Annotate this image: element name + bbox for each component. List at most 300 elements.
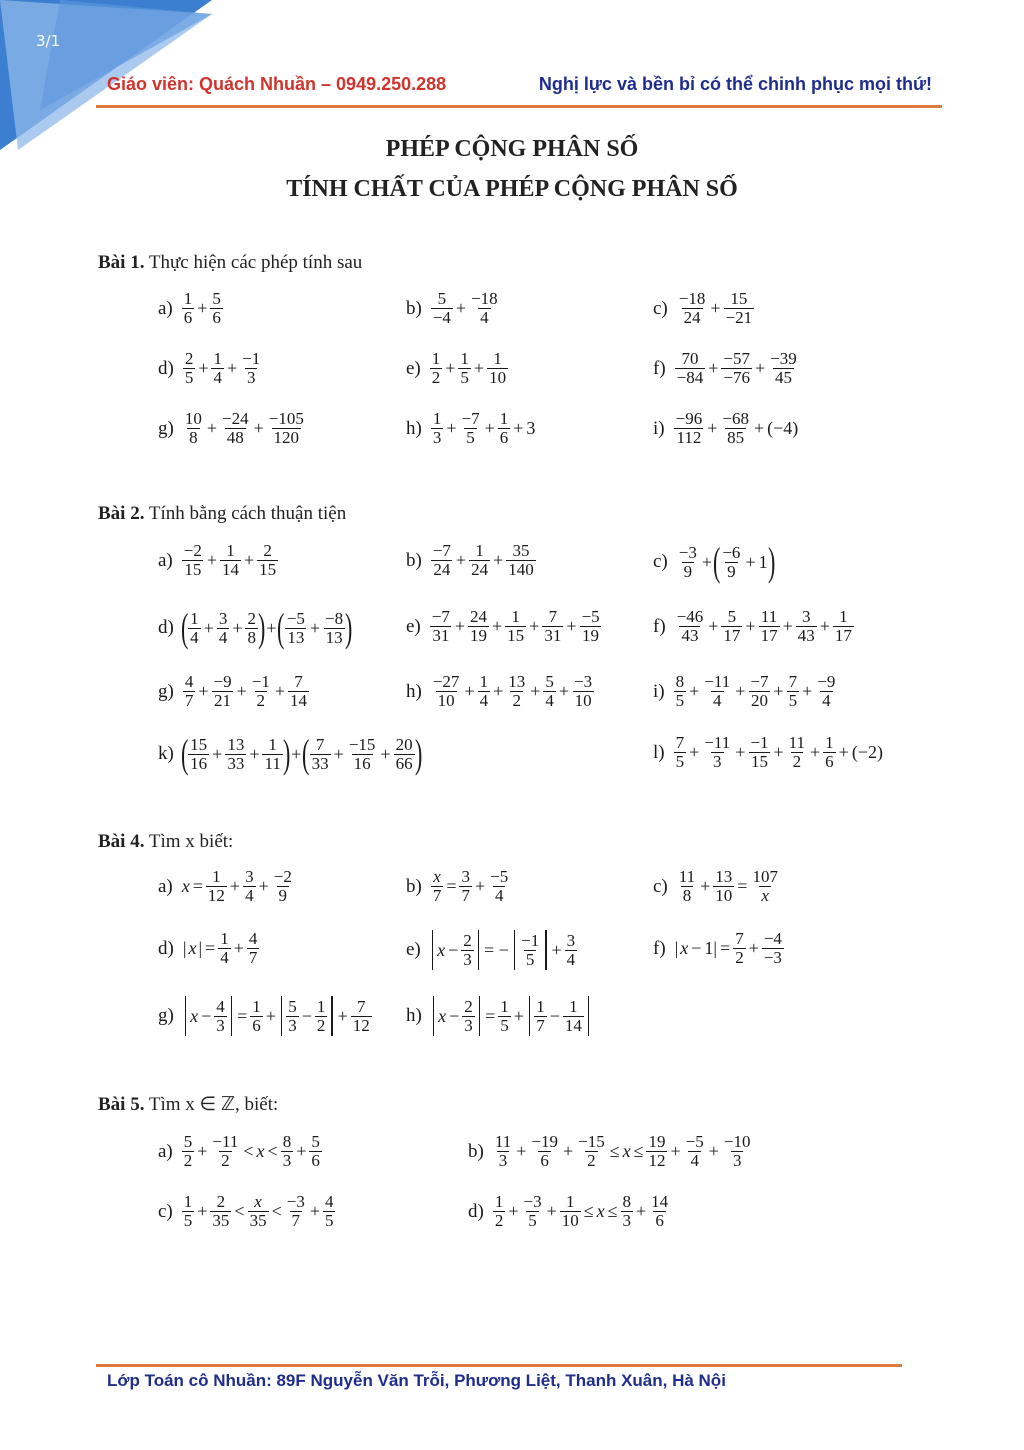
fraction: [188, 736, 209, 773]
problem-bai4-d: [158, 930, 260, 967]
denominator: 2: [256, 691, 266, 710]
operator: +: [707, 418, 718, 438]
problem-label: h): [406, 417, 422, 439]
fraction: [430, 608, 452, 645]
problem-label: k): [158, 743, 174, 764]
denominator: 15: [259, 560, 277, 579]
operator: +: [197, 1201, 208, 1221]
fraction: [211, 350, 224, 387]
numerator: −8: [325, 608, 344, 628]
numerator: 1: [183, 1192, 193, 1211]
denominator: 31: [432, 626, 450, 645]
fraction: [459, 868, 472, 905]
problem-label: i): [653, 680, 665, 702]
denominator: 35: [212, 1211, 230, 1230]
denominator: 4: [480, 308, 489, 327]
problem-bai2-e: [406, 608, 603, 645]
fraction: [478, 673, 491, 710]
fraction: [563, 998, 584, 1035]
problem-label: f): [653, 357, 666, 379]
numerator: 4: [216, 996, 225, 1016]
denominator: 4: [566, 949, 576, 969]
denominator: 6: [499, 428, 509, 447]
problem-bai5-d: [468, 1193, 671, 1230]
fraction: [323, 1193, 336, 1230]
numerator: 15: [730, 289, 748, 308]
denominator: 3: [713, 752, 722, 771]
problem-bai4-c: [653, 868, 781, 905]
paren-left: (: [180, 731, 189, 776]
denominator: 8: [682, 886, 692, 905]
fraction: [748, 734, 770, 771]
denominator: 12: [352, 1015, 370, 1035]
numerator: 2: [464, 996, 473, 1016]
operator: +: [773, 681, 784, 701]
numerator: −3: [678, 542, 697, 562]
fraction: [220, 410, 251, 447]
operator: +: [274, 681, 285, 701]
problem-bai2-k: [158, 731, 422, 776]
problem-bai5-b: [468, 1133, 753, 1170]
numerator: 1: [536, 996, 545, 1016]
operator: +: [513, 418, 524, 438]
fraction: [720, 544, 742, 581]
numerator: −1: [750, 733, 769, 752]
operator: ≤: [583, 1201, 594, 1221]
numerator: 4: [324, 1192, 334, 1211]
numerator: 35: [512, 541, 530, 560]
numerator: −7: [461, 409, 480, 428]
numerator: 5: [212, 289, 221, 308]
operator: +: [455, 298, 467, 318]
operator: +: [493, 681, 504, 701]
numerator: 1: [565, 1192, 575, 1211]
denominator: 3: [463, 949, 472, 969]
fraction: [210, 1133, 240, 1170]
fraction: [182, 1133, 195, 1170]
denominator: 10: [489, 368, 507, 387]
problem-label: d): [158, 617, 174, 638]
operator: +: [701, 551, 713, 572]
fraction: [493, 1193, 506, 1230]
fraction: [505, 608, 526, 645]
denominator: 15: [507, 626, 525, 645]
denominator: 17: [723, 626, 741, 645]
problem-bai4-f: [653, 930, 785, 967]
operator: = −: [484, 939, 509, 960]
fraction: [250, 673, 272, 710]
denominator: 112: [676, 428, 702, 447]
operator: +: [753, 418, 765, 438]
numerator: 2: [216, 1192, 226, 1211]
abs-bar: [331, 996, 332, 1036]
numerator: 5: [727, 607, 737, 626]
denominator: 6: [311, 1151, 320, 1170]
denominator: 5: [528, 1211, 537, 1230]
denominator: 5: [184, 368, 194, 387]
numerator: 13: [227, 734, 245, 754]
numerator: −10: [723, 1132, 751, 1151]
numerator: 24: [470, 607, 488, 626]
paren-right: ): [345, 605, 353, 650]
fraction: [543, 673, 556, 710]
operator: +: [474, 876, 486, 896]
operator: +: [670, 1141, 681, 1161]
operator: +: [337, 1005, 348, 1026]
denominator: 17: [834, 626, 852, 645]
operator: +: [197, 1141, 208, 1161]
numerator: 1: [213, 349, 222, 368]
problem-bai4-e: [406, 930, 578, 970]
fraction: [281, 1133, 294, 1170]
denominator: 24: [471, 560, 489, 579]
fraction: [458, 350, 471, 387]
numerator: −2: [183, 541, 202, 560]
denominator: 2: [316, 1015, 326, 1035]
numerator: −11: [212, 1132, 239, 1151]
denominator: 4: [494, 886, 504, 905]
fraction: [214, 998, 227, 1035]
numerator: 2: [184, 349, 194, 368]
problem-label: f): [653, 615, 666, 637]
problem-label: c): [653, 297, 668, 319]
fraction: [713, 868, 734, 905]
operator: +: [513, 1005, 524, 1026]
denominator: 16: [190, 753, 208, 773]
operator: +: [551, 939, 562, 960]
denominator: 10: [574, 691, 592, 710]
denominator: 5: [183, 1211, 193, 1230]
fraction: [188, 610, 201, 647]
problem-bai1-d: [158, 350, 263, 387]
problem-label: e): [406, 939, 421, 960]
numerator: 3: [461, 867, 470, 886]
fraction: [576, 1133, 607, 1170]
denominator: 43: [681, 626, 699, 645]
fraction: [560, 1193, 581, 1230]
numerator: 5: [183, 1132, 193, 1151]
variable: x: [190, 1005, 199, 1026]
numerator: −15: [348, 734, 376, 754]
denominator: 10: [437, 691, 455, 710]
operator: +: [454, 616, 466, 636]
operator: +: [819, 616, 830, 636]
section-heading-bai-5: Bài 5. Tìm x ∈ ℤ, biết:: [98, 1094, 279, 1115]
denominator: 19: [470, 626, 488, 645]
operator: =: [737, 876, 748, 896]
numerator: −27: [432, 672, 460, 691]
fraction: [498, 410, 511, 447]
numerator: −7: [432, 541, 451, 560]
fraction: [674, 410, 705, 447]
operator: +: [380, 743, 391, 764]
denominator: 3: [432, 428, 442, 447]
problem-bai4-b: [406, 868, 511, 905]
numerator: −5: [490, 867, 509, 886]
fraction: [529, 1133, 560, 1170]
problem-bai1-a: [158, 290, 224, 327]
problem-label: f): [653, 937, 666, 959]
abs-bar: [478, 930, 479, 970]
denominator: 6: [252, 1015, 261, 1035]
operator: +: [516, 1141, 527, 1161]
denominator: 13: [325, 627, 343, 647]
variable: x: [181, 876, 190, 896]
denominator: 3: [216, 1015, 225, 1035]
variable: x: [438, 1005, 447, 1026]
numerator: 11: [494, 1132, 512, 1151]
denominator: 4: [690, 1151, 699, 1170]
denominator: 6: [212, 308, 221, 327]
problem-label: g): [158, 1005, 174, 1026]
problem-bai2-h: [406, 673, 595, 710]
numerator: 1: [825, 733, 834, 752]
paren-right: ): [767, 539, 775, 584]
fraction: [469, 542, 490, 579]
problem-bai2-f: [653, 608, 855, 645]
fraction: [431, 290, 453, 327]
operator: +: [258, 876, 269, 896]
numerator: 1: [569, 996, 578, 1016]
numerator: 11: [760, 607, 778, 626]
fraction: [646, 1133, 667, 1170]
denominator: 2: [183, 1151, 193, 1170]
numerator: −39: [770, 349, 797, 368]
operator: <: [267, 1141, 278, 1161]
denominator: 7: [536, 1015, 545, 1035]
numerator: 1: [500, 996, 509, 1016]
page-number: 3/1: [36, 32, 61, 50]
denominator: 6: [540, 1151, 549, 1170]
operator: +: [508, 1201, 519, 1221]
operator: +: [309, 1201, 320, 1221]
denominator: 3: [498, 1151, 508, 1170]
operator: +: [708, 358, 719, 378]
fraction: [315, 998, 328, 1035]
numerator: 5: [311, 1132, 320, 1151]
denominator: 5: [466, 428, 475, 447]
fraction: [211, 673, 233, 710]
operator: +: [484, 418, 495, 438]
fraction: [243, 868, 256, 905]
denominator: 45: [774, 368, 792, 387]
numerator: 70: [681, 349, 699, 368]
numerator: −2: [273, 867, 292, 886]
operator: +: [446, 418, 457, 438]
numerator: 8: [282, 1132, 292, 1151]
numerator: −18: [678, 289, 706, 308]
denominator: 12: [648, 1151, 666, 1170]
numerator: 14: [651, 1192, 669, 1211]
numerator: −105: [268, 409, 304, 428]
abs-bar: [231, 996, 232, 1036]
operator: +: [266, 617, 277, 638]
numerator: −9: [817, 672, 836, 691]
variable: x: [622, 1141, 631, 1161]
fraction: [461, 932, 474, 969]
operator: +: [226, 358, 238, 378]
fraction: [684, 1133, 706, 1170]
denominator: 7: [184, 691, 194, 710]
denominator: 16: [353, 753, 371, 773]
fraction: [542, 608, 563, 645]
denominator: 6: [825, 752, 834, 771]
operator: +: [229, 876, 241, 896]
numerator: −11: [704, 733, 731, 752]
fraction: [431, 542, 453, 579]
fraction: [721, 350, 752, 387]
fraction: [220, 542, 241, 579]
fraction: [565, 932, 578, 969]
denominator: 5: [675, 691, 685, 710]
fraction: [702, 734, 732, 771]
fraction: [257, 542, 278, 579]
variable: x: [256, 1141, 265, 1161]
numerator: 1: [431, 349, 441, 368]
operator: +: [745, 551, 756, 572]
fraction: [210, 1193, 231, 1230]
denominator: 7: [291, 1211, 301, 1230]
denominator: 2: [431, 368, 441, 387]
fraction: [823, 734, 836, 771]
operator: +: [233, 938, 244, 958]
section-heading-bai-2: Bài 2. Tính bằng cách thuận tiện: [98, 503, 347, 524]
operator: −: [448, 939, 459, 960]
denominator: 4: [213, 368, 222, 387]
problem-bai4-a: [158, 868, 295, 905]
numerator: 3: [245, 867, 254, 886]
numerator: −3: [523, 1192, 542, 1211]
denominator: 24: [683, 308, 701, 327]
denominator: 3: [464, 1015, 473, 1035]
numerator: 7: [315, 734, 325, 754]
fraction: [218, 930, 231, 967]
numerator: −18: [471, 289, 498, 308]
abs-bar: [479, 996, 480, 1036]
operator: +: [773, 742, 784, 762]
operator: ≤: [607, 1201, 618, 1221]
problem-label: a): [158, 297, 173, 319]
operator: +: [782, 616, 793, 636]
numerator: 1: [475, 541, 484, 560]
number: 3: [526, 418, 536, 438]
variable: x: [188, 938, 197, 958]
numerator: 11: [678, 867, 696, 886]
fraction: [309, 1133, 322, 1170]
denominator: 4: [545, 691, 554, 710]
fraction: [310, 736, 331, 773]
fraction: [674, 673, 687, 710]
numerator: 13: [715, 867, 733, 886]
problem-bai1-b: [406, 290, 501, 327]
fraction: [210, 290, 223, 327]
denominator: 6: [183, 308, 193, 327]
fraction: [621, 1193, 634, 1230]
abs-bar: [545, 930, 546, 970]
paren-left: (: [713, 539, 721, 584]
denominator: 5: [788, 691, 798, 710]
operator: −: [691, 938, 702, 958]
fraction: [675, 608, 706, 645]
denominator: 85: [727, 428, 745, 447]
denominator: 4: [220, 948, 229, 967]
operator: =: [205, 938, 216, 958]
abs-bar: [529, 996, 530, 1036]
denominator: 13: [287, 627, 305, 647]
denominator: 4: [218, 627, 228, 647]
operator: +: [735, 742, 746, 762]
numerator: 7: [548, 607, 558, 626]
fraction: [245, 610, 258, 647]
numerator: 7: [294, 672, 303, 691]
fraction: [787, 734, 807, 771]
numerator: −4: [763, 929, 782, 948]
fraction: [487, 350, 508, 387]
operator: +: [558, 681, 570, 701]
denominator: −4: [432, 308, 451, 327]
numerator: −46: [676, 607, 704, 626]
problem-bai2-l: [653, 734, 884, 771]
numerator: −24: [221, 409, 249, 428]
numerator: 7: [357, 996, 366, 1016]
denominator: 3: [622, 1211, 632, 1230]
denominator: 24: [433, 560, 451, 579]
numerator: 1: [268, 734, 277, 754]
number: |: [182, 938, 187, 958]
fraction: [649, 1193, 670, 1230]
operator: +: [708, 616, 719, 636]
numerator: 107: [752, 867, 778, 886]
denominator: 2: [587, 1151, 596, 1170]
numerator: 1: [494, 1192, 504, 1211]
operator: +: [810, 742, 821, 762]
fraction: [720, 410, 751, 447]
denominator: 4: [713, 691, 722, 710]
numerator: 3: [218, 608, 228, 628]
problem-bai1-e: [406, 350, 509, 387]
fraction: [721, 608, 742, 645]
denominator: 14: [564, 1015, 582, 1035]
numerator: 2: [263, 541, 272, 560]
operator: +: [708, 1141, 719, 1161]
operator: +: [232, 617, 243, 638]
number: |: [198, 938, 203, 958]
fraction: [488, 868, 510, 905]
fraction: [677, 544, 699, 581]
problem-label: d): [468, 1200, 484, 1222]
fraction: [675, 350, 706, 387]
denominator: 33: [311, 753, 329, 773]
fraction: [759, 608, 780, 645]
fraction: [267, 410, 306, 447]
numerator: −1: [251, 672, 270, 691]
fraction: [572, 673, 594, 710]
denominator: 5: [525, 949, 535, 969]
paren-left: (: [277, 605, 285, 650]
operator: +: [333, 743, 344, 764]
fraction: [733, 930, 746, 967]
operator: +: [748, 938, 759, 958]
numerator: 1: [511, 607, 520, 626]
fraction: [796, 608, 817, 645]
problem-bai2-d: [158, 605, 353, 650]
denominator: 5: [675, 752, 685, 771]
footer-address: Lớp Toán cô Nhuần: 89F Nguyễn Văn Trỗi, Phương Liệt, Thanh Xuân, Hà Nội: [107, 1371, 726, 1390]
denominator: 35: [249, 1211, 267, 1230]
numerator: x: [254, 1192, 262, 1211]
denominator: 8: [189, 428, 198, 447]
operator: −: [449, 1005, 460, 1026]
